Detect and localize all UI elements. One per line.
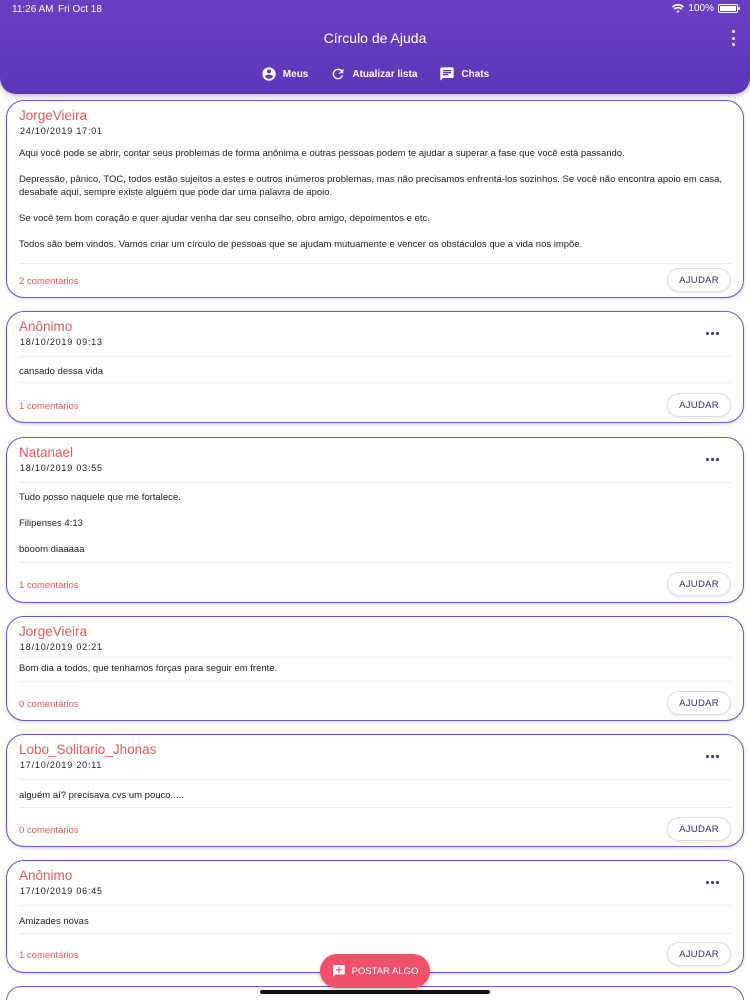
divider [19, 905, 731, 906]
post-more-icon[interactable] [706, 332, 719, 335]
post-more-icon[interactable] [706, 881, 719, 884]
nav-chats[interactable] [439, 66, 489, 82]
post-author[interactable]: Anônimo [19, 868, 73, 883]
more-vert-icon[interactable] [730, 30, 736, 46]
refresh-icon [330, 66, 346, 82]
help-button[interactable]: AJUDAR [667, 572, 731, 596]
comments-link[interactable]: 1 comentários [19, 950, 79, 961]
post-paragraph: Se você tem bom coração e quer ajudar venha dar seu conselho, obro amigo, depoimentos e etc. [19, 213, 430, 224]
post-body [19, 789, 731, 802]
status-time: 11:26 AM [12, 4, 54, 15]
post-card [6, 437, 744, 603]
app-title: Círculo de Ajuda [323, 30, 427, 46]
nav-atualizar-lista[interactable] [330, 66, 417, 82]
post-more-icon[interactable] [706, 458, 719, 461]
post-date: 18/10/2019 03:55 [20, 463, 103, 473]
comments-link[interactable]: 0 comentários [19, 825, 79, 836]
post-paragraph: Aqui você pode se abrir, contar seus problemas de forma anônima e outras pessoas podem te ajudar a superar a fase que você está passando. [19, 148, 625, 159]
post-date: 24/10/2019 17:01 [20, 126, 103, 136]
post-author[interactable]: JorgeVieira [19, 624, 88, 639]
post-author[interactable]: JorgeVieira [19, 108, 88, 123]
help-button[interactable]: AJUDAR [667, 268, 731, 292]
post-date: 18/10/2019 02:21 [20, 642, 103, 652]
comments-link[interactable]: 1 comentários [19, 401, 79, 412]
nav-meus-label: Meus [282, 68, 309, 80]
nav-meus[interactable] [261, 66, 309, 82]
post-date: 17/10/2019 06:45 [20, 886, 103, 896]
status-date: Fri Oct 18 [58, 4, 102, 15]
status-indicators [672, 3, 738, 14]
post-author[interactable]: Lobo_Solitario_Jhonas [19, 742, 157, 757]
post-paragraph: Tudo posso naquele que me fortalece. [19, 492, 181, 503]
divider [19, 933, 731, 934]
divider [19, 562, 731, 563]
divider [19, 657, 731, 658]
status-bar [0, 0, 750, 20]
post-more-icon[interactable] [706, 755, 719, 758]
nav-atualizar-label: Atualizar lista [352, 68, 418, 80]
home-indicator [260, 990, 490, 994]
divider [19, 356, 731, 357]
header-nav [0, 66, 750, 82]
post-body [19, 365, 731, 378]
post-paragraph: Amizades novas [19, 916, 89, 927]
post-body [19, 147, 731, 251]
nav-chats-label: Chats [461, 68, 490, 80]
post-card [6, 100, 744, 298]
post-date: 17/10/2019 20:11 [20, 760, 103, 770]
help-button[interactable]: AJUDAR [667, 691, 731, 715]
post-body [19, 915, 731, 928]
help-button[interactable]: AJUDAR [667, 393, 731, 417]
post-body [19, 491, 731, 556]
post-card [6, 616, 744, 721]
post-author[interactable]: Natanael [19, 445, 74, 460]
post-paragraph: cansado dessa vida [19, 366, 103, 377]
post-paragraph: booom diaaaaa [19, 544, 85, 555]
divider [19, 482, 731, 483]
battery-icon [718, 4, 738, 13]
posts-feed[interactable] [0, 94, 750, 1000]
post-date: 18/10/2019 09:13 [20, 337, 103, 347]
help-button[interactable]: AJUDAR [667, 817, 731, 841]
chat-icon [439, 66, 455, 82]
comments-link[interactable]: 1 comentários [19, 580, 79, 591]
post-paragraph: Bom dia a todos, que tenhamos forças para seguir em frente. [19, 663, 278, 674]
account-circle-icon [261, 66, 277, 82]
comments-link[interactable]: 2 comentários [19, 276, 79, 287]
divider [19, 263, 731, 264]
battery-percent: 100% [688, 3, 714, 14]
post-something-label: POSTAR ALGO [351, 965, 419, 977]
post-paragraph: Todos são bem vindos. Vamos criar um círculo de pessoas que se ajudam mutuamente e vencer os obstáculos que a vida nos impõe. [19, 239, 583, 250]
post-card [6, 734, 744, 847]
comments-link[interactable]: 0 comentários [19, 699, 79, 710]
post-card [6, 311, 744, 423]
divider [19, 681, 731, 682]
post-paragraph: alguém aí? precisava cvs um pouco..... [19, 790, 184, 801]
post-author[interactable]: Anônimo [19, 319, 73, 334]
post-paragraph: Depressão, pânico, TOC, todos estão sujeitos a estes e outros inúmeros problemas, mas não precisamos enfrentá-los sozinhos. Se você não encontra apoio em casa, desabafe aqui, sempre existe alguém que pode dar uma palavra de apoio. [19, 174, 723, 198]
app-header [0, 0, 750, 94]
post-body [19, 662, 731, 675]
add-post-icon [332, 964, 346, 978]
divider [19, 807, 731, 808]
post-something-button[interactable] [320, 954, 430, 988]
help-button[interactable]: AJUDAR [667, 942, 731, 966]
divider [19, 779, 731, 780]
divider [19, 382, 731, 383]
wifi-icon [672, 4, 684, 13]
post-paragraph: Filipenses 4:13 [19, 518, 83, 529]
